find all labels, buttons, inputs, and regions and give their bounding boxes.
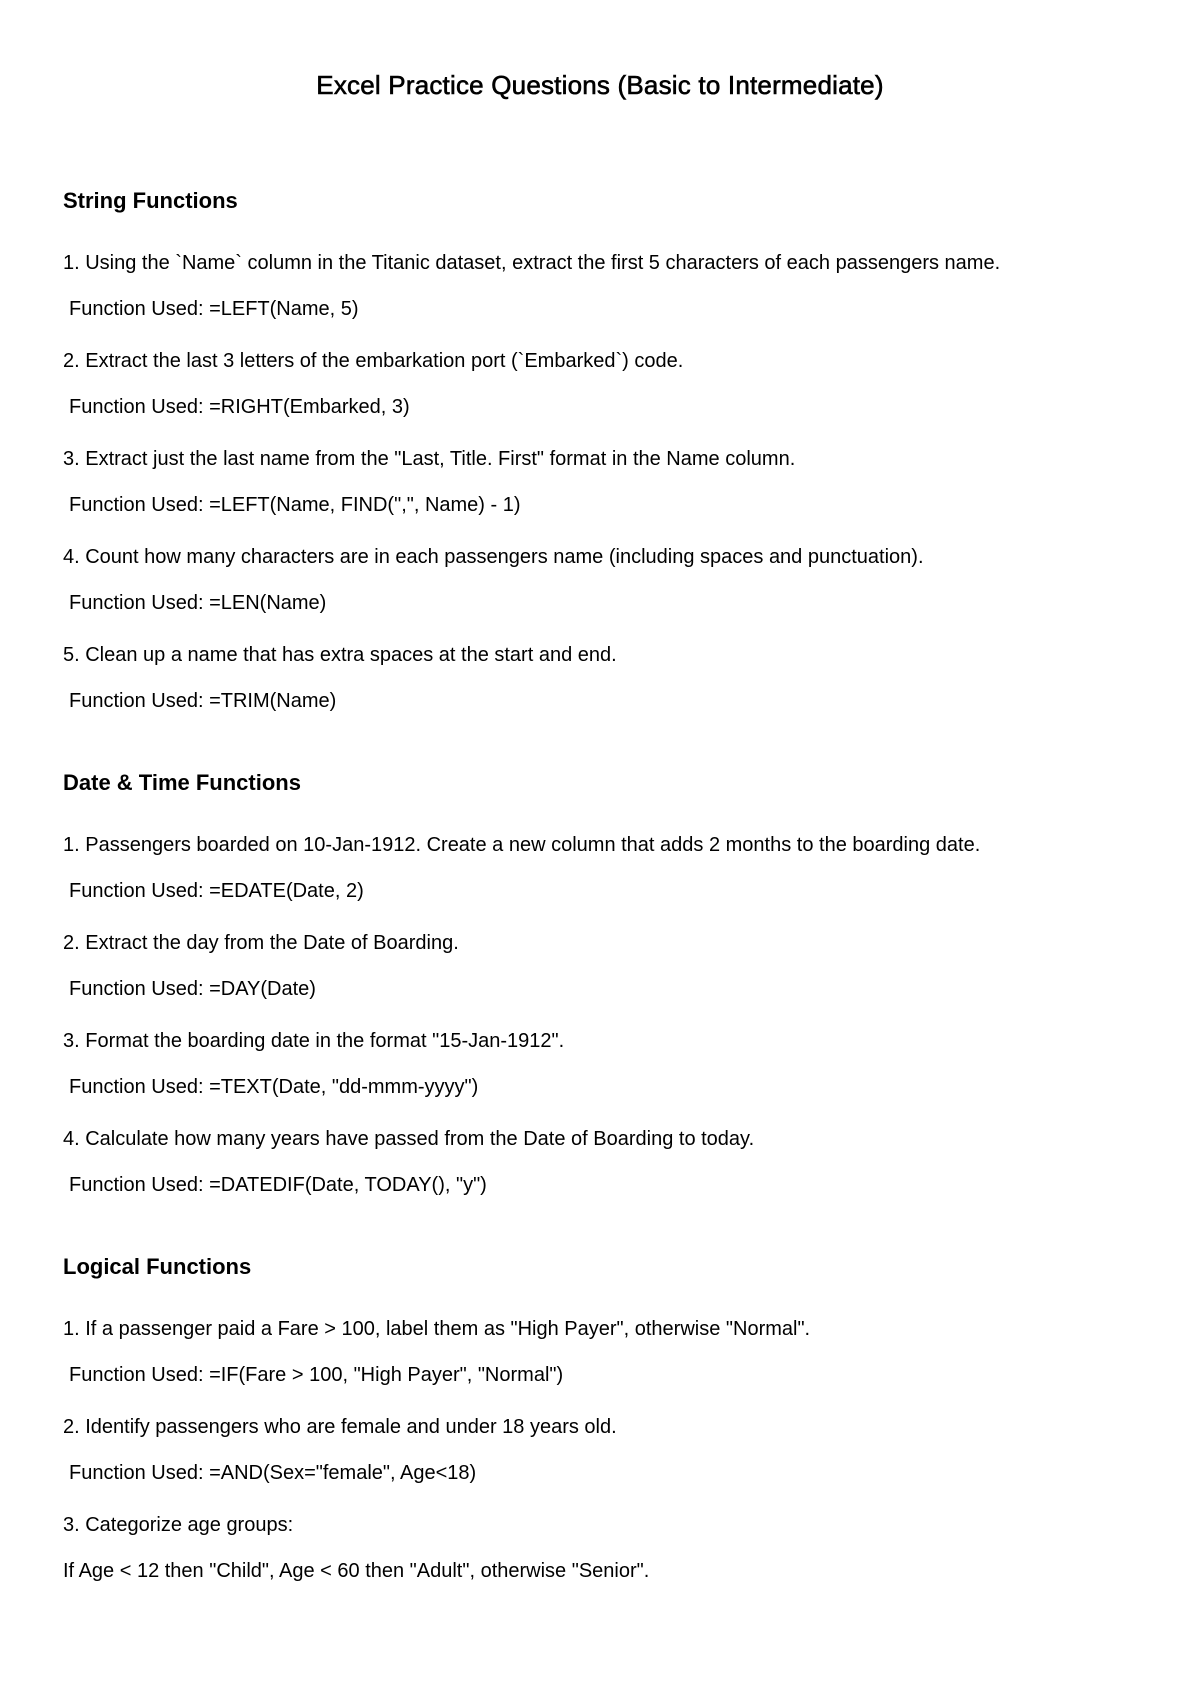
question-string-1: 1. Using the `Name` column in the Titanic dataset, extract the first 5 characters of each passengers name. <box>63 252 1001 274</box>
page-title: Excel Practice Questions (Basic to Intermediate) <box>316 70 884 100</box>
function-string-1: Function Used: =LEFT(Name, 5) <box>69 298 359 320</box>
question-logical-2: 2. Identify passengers who are female and under 18 years old. <box>63 1416 617 1438</box>
function-datetime-1: Function Used: =EDATE(Date, 2) <box>69 880 364 902</box>
section-heading-logical: Logical Functions <box>63 1254 252 1279</box>
question-string-2: 2. Extract the last 3 letters of the embarkation port (`Embarked`) code. <box>63 350 684 372</box>
function-string-3: Function Used: =LEFT(Name, FIND(",", Name) - 1) <box>69 494 521 516</box>
function-datetime-2: Function Used: =DAY(Date) <box>69 978 316 1000</box>
question-string-5: 5. Clean up a name that has extra spaces at the start and end. <box>63 644 617 666</box>
question-string-3: 3. Extract just the last name from the "Last, Title. First" format in the Name column. <box>63 448 796 470</box>
function-datetime-3: Function Used: =TEXT(Date, "dd-mmm-yyyy") <box>69 1076 479 1098</box>
function-logical-2: Function Used: =AND(Sex="female", Age<18) <box>69 1462 477 1484</box>
question-logical-1: 1. If a passenger paid a Fare > 100, label them as "High Payer", otherwise "Normal". <box>63 1318 811 1340</box>
function-datetime-4: Function Used: =DATEDIF(Date, TODAY(), "y") <box>69 1174 487 1196</box>
question-datetime-2: 2. Extract the day from the Date of Boarding. <box>63 932 459 954</box>
question-string-4: 4. Count how many characters are in each passengers name (including spaces and punctuation). <box>63 546 924 568</box>
function-string-2: Function Used: =RIGHT(Embarked, 3) <box>69 396 410 418</box>
question-datetime-3: 3. Format the boarding date in the format "15-Jan-1912". <box>63 1030 565 1052</box>
detail-logical-3: If Age < 12 then "Child", Age < 60 then "Adult", otherwise "Senior". <box>63 1560 650 1582</box>
question-datetime-1: 1. Passengers boarded on 10-Jan-1912. Create a new column that adds 2 months to the boarding date. <box>63 834 981 856</box>
section-heading-datetime: Date & Time Functions <box>63 770 301 795</box>
question-datetime-4: 4. Calculate how many years have passed from the Date of Boarding to today. <box>63 1128 755 1150</box>
function-string-4: Function Used: =LEN(Name) <box>69 592 327 614</box>
function-logical-1: Function Used: =IF(Fare > 100, "High Payer", "Normal") <box>69 1364 564 1386</box>
section-heading-string: String Functions <box>63 188 238 213</box>
function-string-5: Function Used: =TRIM(Name) <box>69 690 337 712</box>
question-logical-3: 3. Categorize age groups: <box>63 1514 294 1536</box>
